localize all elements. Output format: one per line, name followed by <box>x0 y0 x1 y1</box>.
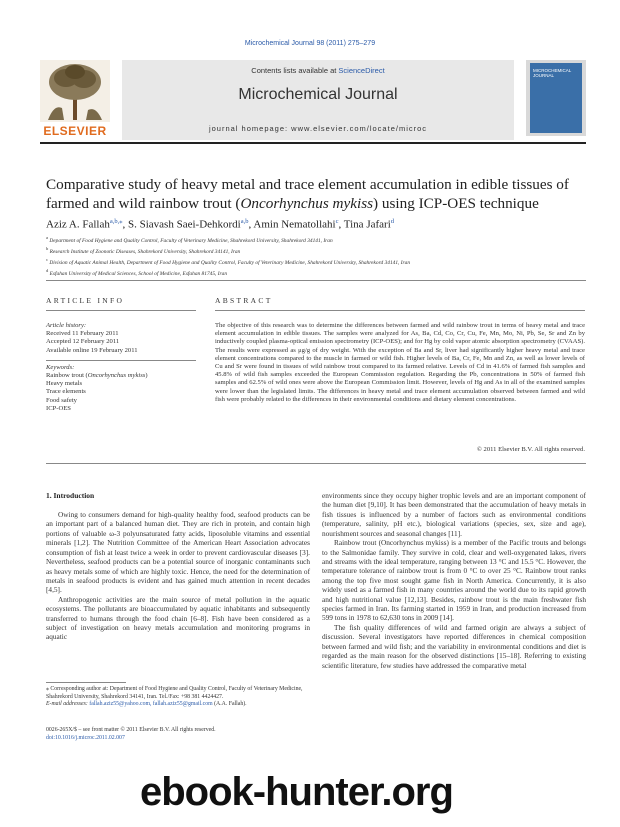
paragraph: Rainbow trout (Oncorhynchus mykiss) is a member of the Pacific trouts and belongs to the Salmonidae family. They survive in cold, clear and well-oxygenated lakes, rivers and streams with the ideal temperature, ranging between 13 °C and 15.5 °C. However, the temperature tolerance of rainbow trout is from 0 °C to over 25 °C. Rainbow trout ranks among the top five most sought game fish in North America. Concurrently, it is also widely used as a farmed fish in many countries around the world due to its rapid growth and high nutritional value [12,13]. Besides, rainbow trout is the main freshwater fish species farmed in Iran. Its farming started in 1959 in Iran, and production increased from 599 tons in 1978 to 62,630 tons in 2009 [14]. <box>322 538 586 623</box>
abstract-heading: ABSTRACT <box>215 296 273 305</box>
email-suffix: (A.A. Fallah). <box>212 701 247 708</box>
affil-marker: b <box>46 246 49 251</box>
affil-text: Department of Food Hygiene and Quality Control, Faculty of Veterinary Medicine, Shahrekord University, Shahrekord 34141, Iran <box>49 237 333 244</box>
paragraph: Owing to consumers demand for high-quality healthy food, seafood products can be an important part of a balanced human diet. They are rich in protein, and contain high portions of valuable ω-3 polyunsaturated fatty acids, liposoluble vitamins and essential minerals [1,2]. The Nutrition Committee of the American Heart Association advocates consumption of fish at least twice a week in order to prevent cardiovascular diseases [3]. Nevertheless, seafood products can be a potential source of inorganic contaminants such as heavy metals some of which are highly toxic. Hence, the need for the determination of metals in seafood products is evident and has gained much attention in recent decades [4,5]. <box>46 510 310 595</box>
article-info-heading: ARTICLE INFO <box>46 296 125 305</box>
sciencedirect-link[interactable]: ScienceDirect <box>338 66 385 75</box>
keyword <box>46 372 196 380</box>
divider <box>46 310 196 311</box>
corresponding-footnote <box>46 686 310 709</box>
section-heading: 1. Introduction <box>46 491 95 500</box>
watermark-text: ebook-hunter.org <box>140 770 453 814</box>
title-part-2: ) using ICP-OES technique <box>373 195 539 212</box>
affil-text: Research Institute of Zoonotic Diseases, Shahrekord University, Shahrekord 34141, Iran <box>49 248 241 255</box>
paragraph: environments since they occupy higher trophic levels and are an important component of the human diet [9,10]. It has been demonstrated that the accumulation of heavy metals in fish tissues is influenced by a number of factors such as environmental conditions (temperature, salinity, pH etc.), biological variations (species, sex, size and age), nourishment sources and seasonal changes [11]. <box>322 491 586 538</box>
article-title <box>46 175 586 213</box>
author-list: Aziz A. Fallah$^{a,b,⁎}$, S. Siavash Saei-Dehkordi$^{a,b}$, Amin Nematollahi$^c$, Tina Jafari$^d$ <box>46 218 394 231</box>
affiliation-list <box>46 234 586 278</box>
journal-cover-image <box>526 60 586 136</box>
body-column-left <box>46 510 310 642</box>
affil-marker: c <box>46 257 48 262</box>
author-name: Aziz A. Fallah <box>46 218 110 231</box>
keyword-part: Oncorhynchus mykiss <box>87 372 146 380</box>
journal-name: Microchemical Journal <box>238 86 398 103</box>
author-affil[interactable]: c <box>335 218 339 225</box>
email-label: E-mail addresses: <box>46 701 90 708</box>
doi-link[interactable]: doi:10.1016/j.microc.2011.02.007 <box>46 734 125 741</box>
contents-line <box>122 66 514 75</box>
title-part-1: Comparative study of heavy metal and trace element accumulation in edible tissues of farmed and wild rainbow trout ( <box>46 176 569 212</box>
author-name: Tina Jafari <box>343 218 391 231</box>
author-affil[interactable]: d <box>390 218 394 225</box>
article-info-body <box>46 322 196 413</box>
keyword: ICP-OES <box>46 404 71 412</box>
affil-text: Division of Aquatic Animal Health, Department of Food Hygiene and Quality Control, Faculty of Veterinary Medicine, Shahrekord University, Shahrekord 34141, Iran <box>49 259 411 266</box>
online-date: Available online 19 February 2011 <box>46 346 138 354</box>
author-name: Amin Nematollahi <box>253 218 336 231</box>
affiliation <box>46 267 586 278</box>
keyword-part: ) <box>145 372 148 380</box>
author-affil[interactable]: a,b <box>240 218 249 225</box>
corresponding-author: ⁎ Corresponding author at: Department of Food Hygiene and Quality Control, Faculty of Veterinary Medicine, Shahrekord University, Shahrekord 34141, Iran. Tel./Fax: +98 381 4424427. <box>46 686 303 700</box>
body-column-right <box>322 491 586 670</box>
footnote-rule <box>46 682 126 683</box>
publication-info <box>46 727 310 742</box>
author-affil[interactable]: a,b,⁎ <box>109 218 123 225</box>
affiliation <box>46 234 586 245</box>
journal-homepage[interactable]: journal homepage: www.elsevier.com/locate/microc <box>208 124 428 133</box>
divider <box>46 463 586 464</box>
history-label: Article history: <box>46 322 87 329</box>
divider <box>46 280 586 281</box>
author-name: S. Siavash Saei-Dehkordi <box>128 218 241 231</box>
journal-citation[interactable]: Microchemical Journal 98 (2011) 275–279 <box>244 40 376 47</box>
keyword: Heavy metals <box>46 380 83 388</box>
elsevier-tree-logo <box>40 60 110 132</box>
contents-prefix: Contents lists available at <box>251 66 339 75</box>
affil-marker: d <box>46 268 49 273</box>
keywords-label: Keywords: <box>46 363 75 371</box>
affil-text: Esfahan University of Medical Sciences, School of Medicine, Esfahan 81745, Iran <box>49 270 228 277</box>
keyword: Food safety <box>46 396 77 404</box>
title-species: Oncorhynchus mykiss <box>240 195 374 212</box>
cover-artwork <box>530 63 582 133</box>
accepted-date: Accepted 12 February 2011 <box>46 338 120 346</box>
affiliation <box>46 256 586 267</box>
header-divider <box>40 142 586 144</box>
affiliation <box>46 245 586 256</box>
email-line <box>46 701 310 709</box>
cover-title: MICROCHEMICAL JOURNAL <box>533 68 572 78</box>
received-date: Received 11 February 2011 <box>46 330 119 338</box>
divider <box>46 360 196 361</box>
copyright-notice: © 2011 Elsevier B.V. All rights reserved. <box>476 446 585 453</box>
paragraph: The fish quality differences of wild and farmed origin are always a subject of discussion. Several investigators have reported differences in chemical composition between farmed and wild fish; and the variability in environmental conditions and diet is regarded as the main reason for the observed distinctions [15–18]. Referring to existing scientific literature, few studies have addressed the comparative metal <box>322 622 586 670</box>
divider <box>215 310 585 311</box>
paragraph: Anthropogenic activities are the main source of metal pollution in the aquatic ecosystems. The pollutants are bioaccumulated by aquatic inhabitants and subsequently transferred to humans through the food chain [6–8]. Fish have been considered as a subject of investigation on heavy metals accumulation and monitoring programs in aquatic <box>46 594 310 642</box>
email-links[interactable]: fallah.aziz55@yahoo.com, fallah.aziz55@gmail.com <box>89 701 213 708</box>
elsevier-wordmark: ELSEVIER <box>43 124 107 138</box>
keyword-part: Rainbow trout ( <box>46 372 88 380</box>
keyword: Trace elements <box>46 388 86 396</box>
affil-marker: a <box>46 235 48 240</box>
abstract-text: The objective of this research was to determine the differences between farmed and wild rainbow trout in terms of heavy metal and trace element accumulation in edible tissues. The samples were analyzed for As, Ba, Cd, Co, Cr, Cu, Fe, Mn, Mo, Ni, Pb, Se, Sr and Zn by inductively coupled plasma-optical emission spectrometry (ICP-OES); and for Hg by cold vapor atomic absorption spectrometry (CVAAS). The results were expressed as μg/g of dry weight. With the exception of Ba and Sr, liver had significantly higher heavy metal and trace element concentrations compared to the muscle in farmed or wild fish. Higher levels of Ba, Cr, Fe, Mn and Zn, as well as lower levels of Cu and Sr were found in tissues of wild rainbow trout compared to its farmed relative. Levels of Cd in 41.6% of farmed fish samples and 45.8% of wild fish samples exceeded the European Commission regulation. Regarding the Pb, concentrations in 50% of farmed fish samples and 62.5% of wild ones were above the European Commission limit. However, levels of Hg and As in all of the examined samples were lower than the legislated limits. The differences in heavy metal and trace element accumulation observed between farmed and wild fish were probably related to the differences in their environmental conditions and dietary element concentrations. <box>215 322 585 403</box>
issn-line: 0026-265X/$ – see front matter © 2011 Elsevier B.V. All rights reserved. <box>46 727 216 733</box>
